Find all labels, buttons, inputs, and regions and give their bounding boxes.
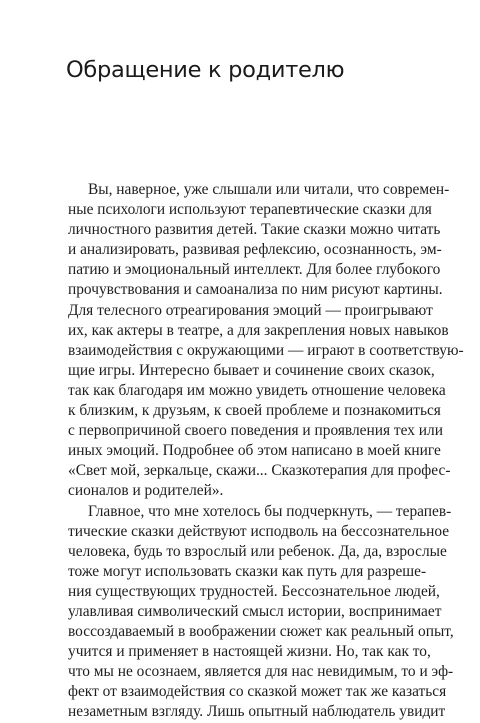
text-line: и анализировать, развивая рефлексию, осознанность, эм-: [68, 241, 442, 259]
page-title: Обращение к родителю: [66, 57, 345, 83]
text-line: иных эмоций. Подробнее об этом написано в моей книге: [68, 442, 441, 460]
text-line: взаимодействия с окружающими — играют в соответствую-: [68, 341, 464, 359]
text-line: патию и эмоциональный интеллект. Для более глубокого: [68, 261, 441, 279]
text-line: личностного развития детей. Такие сказки можно читать: [68, 221, 441, 239]
text-line: «Свет мой, зеркальце, скажи... Сказкотерапия для профес-: [68, 462, 451, 480]
text-line: тоже могут использовать сказки как путь для разреше-: [68, 562, 427, 580]
text-line: Вы, наверное, уже слышали или читали, что современ-: [88, 181, 450, 198]
text-line: что мы не осознаем, является для нас невидимым, то и эф-: [68, 663, 454, 681]
text-line: тические сказки действуют исподволь на бессознательное: [68, 522, 450, 540]
text-line: щие игры. Интересно бывает и сочинение своих сказок,: [68, 361, 435, 379]
text-line: прочувствования и самоанализа по ним рисуют картины.: [68, 281, 443, 299]
text-line: Для телесного отреагирования эмоций — проигрывают: [68, 301, 433, 319]
text-line: их, как актеры в театре, а для закрепления новых навыков: [68, 321, 449, 339]
text-line: учится и применяет в настоящей жизни. Но, так как то,: [68, 643, 431, 661]
text-line: к близким, к друзьям, к своей проблеме и познакомиться: [68, 402, 441, 420]
text-line: сионалов и родителей».: [68, 482, 224, 500]
text-line: ные психологи используют терапевтические сказки для: [68, 201, 432, 219]
text-line: ния существующих трудностей. Бессознательное людей,: [68, 582, 440, 600]
text-line: Главное, что мне хотелось бы подчеркнуть, — терапев-: [88, 502, 452, 520]
body-text: [68, 180, 464, 723]
text-line: человека, будь то взрослый или ребенок. Да, да, взрослые: [68, 542, 447, 560]
text-line: улавливая символический смысл истории, воспринимает: [68, 602, 442, 620]
text-line: так как благодаря им можно увидеть отношение человека: [68, 381, 446, 399]
text-line: фект от взаимодействия со сказкой может так же казаться: [68, 683, 447, 701]
text-line: воссоздаваемый в воображении сюжет как реальный опыт,: [68, 623, 454, 641]
text-line: незаметным взгляду. Лишь опытный наблюдатель увидит: [68, 703, 446, 721]
text-line: с первопричиной своего поведения и проявления тех или: [68, 422, 443, 440]
